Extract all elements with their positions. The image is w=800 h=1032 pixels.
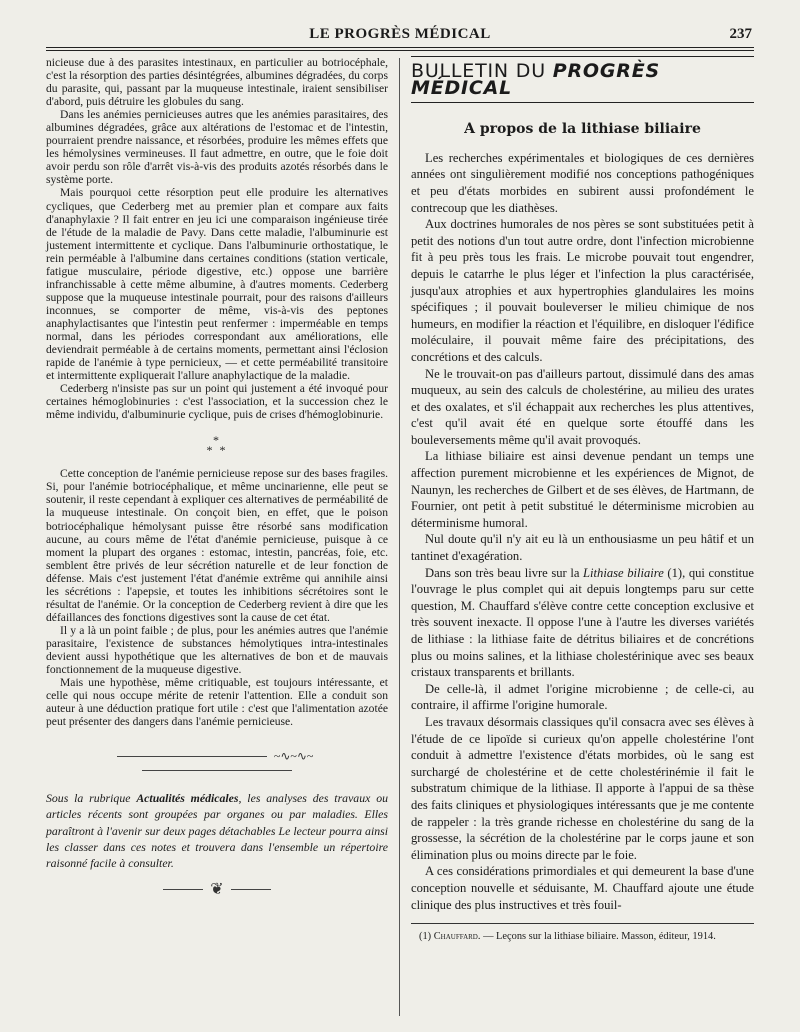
left-paragraph-4: Cederberg n'insiste pas sur un point qui justement a été invoqué pour certaines hémoglobinuries : c'est l'association, et la succession chez le même individu, d'albuminurie cyclique, puis de crises d'hémoglobinurie. xyxy=(46,382,388,422)
right-paragraph-2: Aux doctrines humorales de nos pères se sont substituées petit à petit des notions d'un tout autre ordre, dont l'infection microbienne fit à peu près tous les frais. Le microbe pouvait tout engendrer, depuis le catarrhe le plus léger et l'infection la plus caractérisée, jusqu'aux atrophies et aux hypertrophies glandulaires les moins spécifiques ; il pouvait bouleverser le milieu chimique de nos humeurs, en modifier la réaction et l'équilibre, en disloquer l'édifice moléculaire, il pouvait même faire des précipitations, des concrétions et des calculs. xyxy=(411,217,754,364)
end-ornament xyxy=(46,882,388,897)
left-paragraph-7: Mais une hypothèse, même critiquable, est toujours intéressante, et celle qui nous occupe mérite de retenir l'attention. Elle a conduit son auteur à une déduction pratique fort utile : c'est que l'alimentation azotée peut présenter des dangers dans l'anémie pernicieuse. xyxy=(46,676,388,729)
right-paragraph-3: Ne le trouvait-on pas d'ailleurs partout, dissimulé dans des amas muqueux, au sein des calculs de cholestérine, au milieu des urates et des oxalates, et s'il échappait aux recherches les plus attentives, c'est qu'il avait été en quelque sorte étouffé dans les bouleversements même qu'il avait provoqués. xyxy=(411,366,754,447)
page-number: 237 xyxy=(729,26,752,42)
column-divider xyxy=(399,58,400,1016)
left-paragraph-5: Cette conception de l'anémie pernicieuse repose sur des bases fragiles. Si, pour l'anémie botriocéphalique, et même uncinarienne, elle peut se soutenir, il reste cependant à expliquer ces alternatives de perméabilité de la muqueuse intestinale. On conçoit bien, en effet, que le poison botriocéphalique hémolysant puisse être résorbé sans modification aucune, au cours même de l'état d'anémie pernicieuse, puisque à ce moment la plupart des organes : estomac, intestin, pancréas, foie, etc. semblent être privés de leur sécrétion naturelle et de leur fonction de défense. Mais c'est justement l'état d'anémie extrême qui annihile ainsi les sécrétions : l'apepsie, et toutes les inhibitions sécrétoires sont le résultat de l'anémie. Or la conception de Cederberg revient à dire que les défaillances des fonctions digestives sont la cause de cet état. xyxy=(46,467,388,624)
footnote-rule xyxy=(411,923,754,924)
p6-pre: Dans son très beau livre sur la xyxy=(425,565,584,580)
running-title: LE PROGRÈS MÉDICAL xyxy=(309,26,491,42)
fleuron-icon: ❦ xyxy=(210,881,224,899)
left-column xyxy=(46,56,388,910)
article-title: A propos de la lithiase biliaire xyxy=(464,121,701,138)
footnote-mark: (1) xyxy=(419,931,434,943)
p6-post: (1), qui constitue l'ouvrage le plus complet qui ait depuis longtemps paru sur cette question, M. Chauffard s'élève contre cette conception exclusive et très souvent inexacte. Il oppose l'une à l'autre les diverses variétés de lithiase : la lithiase faite de détritus biliaires et de concrétions plus ou moins salines, et la lithiase cholestérinique avec ses beaux cristaux transparents et brillants. xyxy=(411,565,754,680)
right-paragraph-4: La lithiase biliaire est ainsi devenue pendant un temps une affection purement microbienne et les expériences de Mignot, de Naunyn, les recherches de Gilbert et de ses élèves, de Hartmann, de Fournier, ont petit à petit substitué le déterminisme microbien au déterminisme humoral. xyxy=(411,449,754,530)
footnote-author: Chauffard xyxy=(433,931,478,943)
left-paragraph-6: Il y a là un point faible ; de plus, pour les anémies autres que l'anémie parasitaire, l'existence de substances hémolytiques intra-intestinales devient aussi hypothétique que les alternatives de bon et de mauvais fonctionnement de la muqueuse digestive. xyxy=(46,623,388,677)
bulletin-title-plain: BULLETIN DU xyxy=(411,60,553,82)
ornament-line-left xyxy=(117,756,267,757)
section-asterism xyxy=(46,433,388,458)
footnote xyxy=(411,930,754,943)
right-paragraph-5: Nul doute qu'il n'y ait eu là un enthousiasme un peu hâtif et un tantinet d'exagération. xyxy=(411,532,754,564)
right-paragraph-1: Les recherches expérimentales et biologiques de ces dernières années ont singulièrement modifié nos conceptions pathogéniques et peu d'états morbides en subirent aussi profondément le contrecoup que les diathèses. xyxy=(411,150,754,215)
bulletin-title xyxy=(411,60,754,99)
running-head xyxy=(46,26,754,46)
ornament-line-right xyxy=(142,770,292,771)
footnote-text: . — Leçons sur la lithiase biliaire. Masson, éditeur, 1914. xyxy=(477,931,716,943)
right-paragraph-6 xyxy=(411,565,754,681)
left-paragraph-1: nicieuse due à des parasites intestinaux, en particulier au botriocéphale, c'est la résorption des parties désintégrées, albumines dégradées, du corps du parasite, qui, passant par la muqueuse intestinale, iraient sensibiliser d'abord, puis détruire les globules du sang. xyxy=(46,56,388,109)
end-ornament-line-left xyxy=(163,889,203,890)
right-column xyxy=(411,56,754,943)
bulletin-header xyxy=(411,56,754,103)
notice-rubric: Actualités médicales xyxy=(136,790,239,805)
editorial-notice xyxy=(46,790,388,872)
right-paragraph-9: A ces considérations primordiales et qui demeurent la base d'une conception nouvelle et séduisante, M. Chauffard ajoute une étude clinique des plus instructives et très fouil- xyxy=(411,864,754,912)
notice-text-pre: Sous la rubrique xyxy=(46,790,137,805)
right-paragraph-8: Les travaux désormais classiques qu'il consacra avec ses élèves à l'étude de ce lipoïde si curieux qu'on appelle cholestérine l'ont conduit à admettre l'existence d'états morbides, où le sang est surchargé de cholestérine et de cette cholestérinémie il fait le substratum chimique de la lithiase. Il apporte à l'appui de sa thèse des faits cliniques et physiologiques intéressants que je me contente de rappeler : la très grande richesse en cholestérine du sang de la grossesse, la sécrétion de la cholestérine par le corps jaune et son élimination plus ou moins directe par le foie. xyxy=(411,714,754,862)
notice-text-post: , les analyses des travaux ou articles récents sont groupées par organes ou par maladies. Elles paraîtront à l'avenir sur deux pages détachables Le lecteur pourra ainsi les classer dans ces notes et trouvera dans l'ensemble un répertoire raisonné facile à consulter. xyxy=(46,790,388,871)
asterism-top: * xyxy=(213,433,221,448)
book-title: Lithiase biliaire xyxy=(583,565,664,580)
header-rule xyxy=(46,47,754,51)
asterism-bottom: * * xyxy=(206,443,228,458)
left-paragraph-2: Dans les anémies pernicieuses autres que les anémies parasitaires, des albumines dégradées, grâce aux altérations de l'estomac et de l'intestin, pourraient prendre naissance, et résorbées, produire les mêmes effets que les hémolysines vermineuses. Il faut admettre, en outre, que le foie doit avoir perdu son rôle d'arrêt vis-à-vis des produits azotés résorbés dans le système porte. xyxy=(46,108,388,187)
right-paragraph-7: De celle-là, il admet l'origine microbienne ; de celle-ci, au contraire, il affirme l'origine humorale. xyxy=(411,681,754,713)
end-ornament-line-right xyxy=(231,889,271,890)
left-paragraph-3: Mais pourquoi cette résorption peut elle produire les alternatives cycliques, que Cederberg met au premier plan et compare aux faits d'anaphylaxie ? Il fait entrer en jeu ici une comparaison ingénieuse tirée de l'étude de la maladie de Pavy. Dans cette maladie, l'albuminurie est justement intermittente et cyclique. Dans l'albuminurie orthostatique, le rein perméable à l'albumine dans certaines conditions (station verticale, fatigue musculaire, période digestive, etc.) oppose une barrière infranchissable à cette même albumine, à d'autres moments. Cederberg suppose que la muqueuse intestinale pourrait, pour des raisons d'ailleurs inconnues, se comporter de même, vis-à-vis des peptones anaphylactisantes que l'intestin peut renfermer : imperméable en temps normal, dans les périodes correspondant aux améliorations, elle deviendrait perméable à de certains moments, permettant ainsi l'éclosion rapide de l'anémie à type pernicieux, — et cette perméabilité transitoire et intermittente expliquerait l'allure anaphylactique de la maladie. xyxy=(46,186,388,383)
ornament-glyph: ~∿~∿~ xyxy=(273,748,314,763)
bulletin-title-italic: PROGRÈS MÉDICAL xyxy=(411,60,660,99)
section-divider-ornament xyxy=(46,748,388,776)
